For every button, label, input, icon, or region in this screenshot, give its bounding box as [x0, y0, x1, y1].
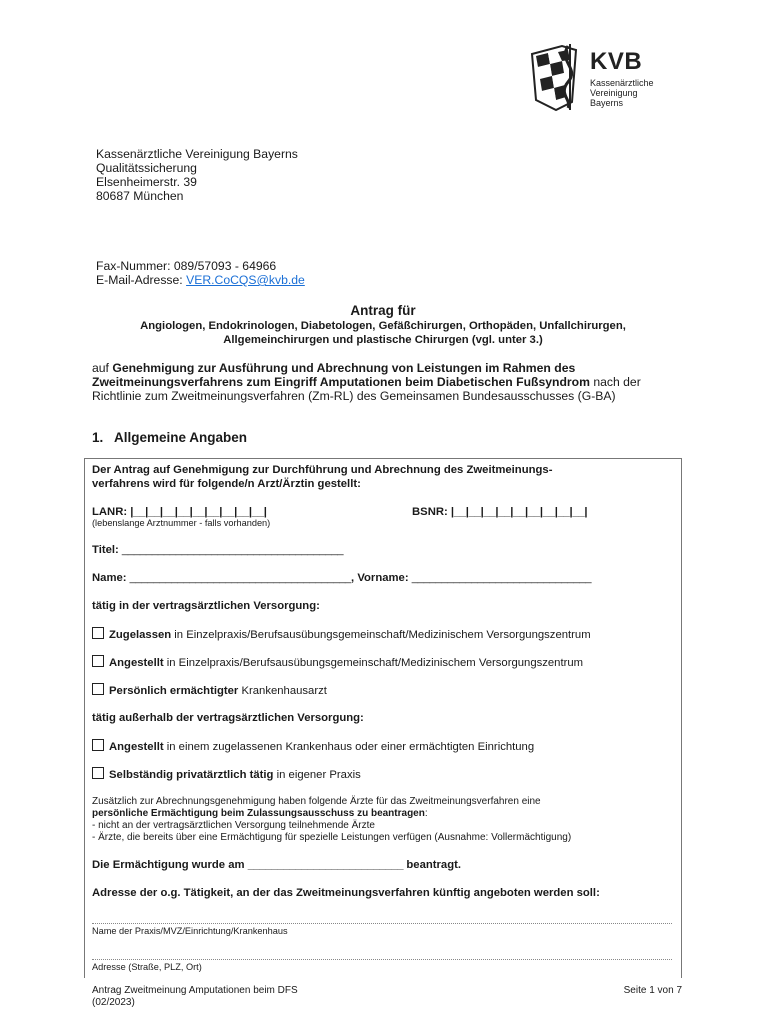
logo-subtitle — [590, 78, 654, 108]
option-angestellt-krankenhaus-text: in einem zugelassenen Krankenhaus oder einer ermächtigten Einrichtung — [163, 741, 535, 753]
note-line-1: Zusätzlich zur Abrechnungsgenehmigung haben folgende Ärzte für das Zweitmeinungsverfahren eine — [92, 796, 541, 807]
intro-bold-1: Genehmigung zur Ausführung und Abrechnung von Leistungen im Rahmen des — [112, 361, 576, 375]
address-line-4: 80687 München — [96, 189, 184, 203]
option-selbstaendig[interactable] — [92, 767, 361, 782]
name-row — [92, 571, 591, 585]
practice-name-line[interactable] — [92, 923, 672, 924]
section-1-title: 1. Allgemeine Angaben — [92, 430, 248, 445]
option-angestellt-praxis[interactable] — [92, 655, 583, 670]
authorization-date-field[interactable]: __________________________ — [247, 859, 404, 871]
option-selbstaendig-text: in eigener Praxis — [273, 769, 361, 781]
note-line-4: - Ärzte, die bereits über eine Ermächtigung für spezielle Leistungen verfügen (Ausnahme: Vollermächtigung) — [92, 832, 572, 843]
bsnr-label: BSNR: — [412, 506, 451, 518]
logo-line-2: Vereinigung — [590, 88, 638, 98]
lanr-field[interactable]: |__|__|__|__|__|__|__|__|__| — [130, 506, 267, 518]
name-label: Name: — [92, 572, 130, 584]
fax-number: Fax-Nummer: 089/57093 - 64966 — [96, 259, 277, 273]
option-angestellt-praxis-text: in Einzelpraxis/Berufsausübungsgemeinschaft/Medizinischem Versorgungszentrum — [163, 657, 584, 669]
form-subtitle-1: Angiologen, Endokrinologen, Diabetologen, Gefäßchirurgen, Orthopäden, Unfallchirurgen, — [140, 320, 626, 332]
option-angestellt-praxis-bold: Angestellt — [109, 657, 164, 669]
contact-block — [96, 259, 305, 287]
logo-line-1: Kassenärztliche — [590, 78, 654, 88]
form-title: Antrag für — [350, 303, 416, 318]
practice-name-label: Name der Praxis/MVZ/Einrichtung/Krankenhaus — [92, 926, 288, 936]
inside-care-heading: tätig in der vertragsärztlichen Versorgung: — [92, 600, 320, 612]
footer-form-name: Antrag Zweitmeinung Amputationen beim DFS — [92, 985, 298, 996]
authorization-prefix: Die Ermächtigung wurde am — [92, 859, 248, 871]
option-ermaechtigter[interactable] — [92, 683, 327, 698]
kvb-emblem — [532, 44, 576, 110]
intro-line-2 — [92, 375, 682, 389]
form-intro-1: Der Antrag auf Genehmigung zur Durchführung und Abrechnung des Zweitmeinungs- — [92, 464, 553, 476]
address-line-1: Kassenärztliche Vereinigung Bayerns — [96, 147, 298, 161]
footer-left — [92, 985, 298, 1009]
lanr-row — [92, 505, 267, 519]
practice-address-label: Adresse (Straße, PLZ, Ort) — [92, 962, 202, 972]
option-ermaechtigter-bold: Persönlich ermächtigter — [109, 685, 239, 697]
email-label: E-Mail-Adresse: — [96, 273, 187, 287]
intro-rest-2: nach der — [589, 375, 641, 389]
email-link[interactable]: VER.CoCQS@kvb.de — [186, 273, 305, 287]
intro-bold-2: Zweitmeinungsverfahrens zum Eingriff Amputationen beim Diabetischen Fußsyndrom — [92, 375, 590, 389]
logo-brand: KVB — [590, 48, 643, 75]
vorname-field[interactable]: ______________________________ — [411, 572, 592, 584]
option-zugelassen-bold: Zugelassen — [109, 629, 172, 641]
checkbox-angestellt-praxis[interactable] — [92, 655, 104, 667]
option-ermaechtigter-text: Krankenhausarzt — [238, 685, 327, 697]
footer-page-number: Seite 1 von 7 — [623, 985, 682, 996]
authorization-suffix: beantragt. — [403, 859, 461, 871]
lanr-hint: (lebenslange Arztnummer - falls vorhanden) — [92, 518, 271, 528]
checkbox-ermaechtigter[interactable] — [92, 683, 104, 695]
option-angestellt-krankenhaus-bold: Angestellt — [109, 741, 164, 753]
checkbox-angestellt-krankenhaus[interactable] — [92, 739, 104, 751]
titel-label: Titel: — [92, 544, 122, 556]
practice-address-line[interactable] — [92, 959, 672, 960]
logo-line-3: Bayerns — [590, 98, 624, 108]
form-intro-2: verfahrens wird für folgende/n Arzt/Ärztin gestellt: — [92, 478, 361, 490]
footer-version: (02/2023) — [92, 997, 135, 1008]
authorization-row — [92, 858, 461, 872]
intro-prefix: auf — [92, 361, 113, 375]
checkbox-selbstaendig[interactable] — [92, 767, 104, 779]
note-line-2 — [92, 808, 428, 820]
intro-line-1 — [92, 361, 682, 375]
note-line-3: - nicht an der vertragsärztlichen Versorgung teilnehmende Ärzte — [92, 820, 375, 831]
intro-paragraph — [92, 361, 682, 403]
note-line-2-rest: : — [424, 808, 428, 819]
option-angestellt-krankenhaus[interactable] — [92, 739, 534, 754]
address-line-2: Qualitätssicherung — [96, 161, 197, 175]
outside-care-heading: tätig außerhalb der vertragsärztlichen Versorgung: — [92, 712, 364, 724]
option-zugelassen-text: in Einzelpraxis/Berufsausübungsgemeinschaft/Medizinischem Versorgungszentrum — [171, 629, 591, 641]
address-line-3: Elsenheimerstr. 39 — [96, 175, 197, 189]
address-heading: Adresse der o.g. Tätigkeit, an der das Zweitmeinungsverfahren künftig angeboten werden soll: — [92, 887, 600, 899]
note-line-2-bold: persönliche Ermächtigung beim Zulassungsausschuss zu beantragen — [92, 808, 425, 819]
recipient-address — [96, 147, 298, 203]
option-zugelassen[interactable] — [92, 627, 591, 642]
bsnr-field[interactable]: |__|__|__|__|__|__|__|__|__| — [450, 506, 588, 518]
option-selbstaendig-bold: Selbständig privatärztlich tätig — [109, 769, 274, 781]
email-line — [96, 273, 305, 287]
titel-field[interactable]: _____________________________________ — [121, 544, 344, 556]
checkbox-zugelassen[interactable] — [92, 627, 104, 639]
vorname-label: , Vorname: — [351, 572, 412, 584]
lanr-label: LANR: — [92, 506, 131, 518]
bsnr-row — [412, 505, 587, 519]
intro-line-3: Richtlinie zum Zweitmeinungsverfahren (Zm-RL) des Gemeinsamen Bundesausschusses (G-BA) — [92, 389, 616, 403]
name-field[interactable]: _____________________________________ — [129, 572, 352, 584]
form-subtitle-2: Allgemeinchirurgen und plastische Chirurgen (vgl. unter 3.) — [223, 334, 543, 346]
titel-row — [92, 543, 343, 557]
